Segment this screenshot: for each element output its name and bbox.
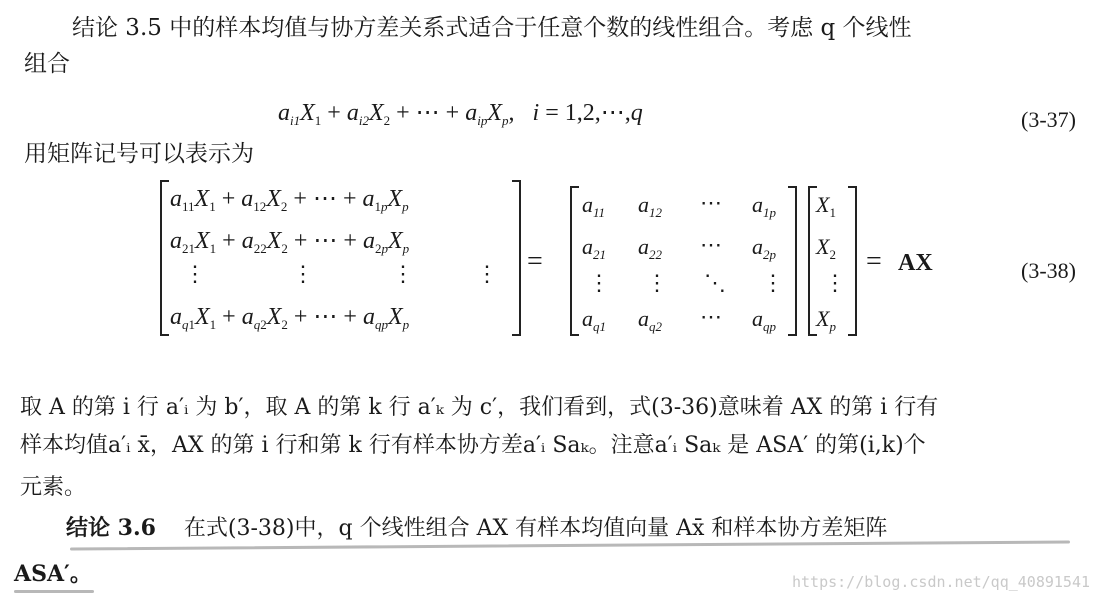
matrix-cell: $a_{q2}$ (638, 306, 662, 334)
paragraph-line (24, 50, 70, 78)
matrix-cell: $a_{q1}$ (582, 306, 606, 334)
paragraph-line (20, 474, 86, 502)
matrix-row: $a_{11}X_1 + a_{12}X_2$ + ⋯ + $a_{1p}X_p$ (170, 186, 409, 214)
vector-cell: $X_p$ (816, 306, 836, 334)
vector-cell: $X_2$ (816, 234, 836, 262)
paragraph-text: 元素。 (20, 475, 87, 500)
matrix-row: $a_{q1}X_1 + a_{q2}X_2$ + ⋯ + $a_{qp}X_p$ (170, 304, 410, 332)
right-bracket (512, 180, 521, 336)
matrix-cell: ⋯ (700, 190, 722, 215)
matrix-cell: $a_{12}$ (638, 192, 662, 220)
paragraph-line (20, 394, 938, 422)
matrix-cell: ⋮ (762, 270, 784, 295)
vdots: ⋮ (292, 262, 314, 287)
highlight-underline (14, 590, 94, 593)
left-bracket (570, 186, 579, 336)
right-bracket (848, 186, 857, 336)
conclusion-label: 结论 3.6 (66, 515, 156, 541)
matrix-cell: $a_{21}$ (582, 234, 606, 262)
matrix-cell: $a_{2p}$ (752, 234, 776, 262)
right-bracket (788, 186, 797, 336)
matrix-row: $a_{21}X_1 + a_{22}X_2$ + ⋯ + $a_{2p}X_p$ (170, 228, 410, 256)
left-bracket (160, 180, 169, 336)
rhs-ax: AX (898, 250, 933, 276)
conclusion-ref-text: 结论 3.5 中的样本均值与协方差关系式适合于任意个数的线性组合。考虑 q 个线性 (72, 15, 912, 41)
paragraph-text: 用矩阵记号可以表示为 (24, 141, 254, 167)
vdots: ⋮ (476, 262, 498, 287)
matrix-cell: $a_{11}$ (582, 192, 606, 220)
matrix-cell: $a_{1p}$ (752, 192, 776, 220)
equals-sign: = (866, 246, 882, 277)
equation-number: (3-37) (1021, 107, 1076, 132)
conclusion-line (14, 560, 92, 588)
paragraph-line (20, 432, 926, 460)
conclusion-line (66, 514, 887, 543)
vdots: ⋮ (392, 262, 414, 287)
matrix-cell: ⋮ (646, 270, 668, 295)
matrix-cell: ⋮ (588, 270, 610, 295)
paragraph-line (24, 140, 254, 168)
matrix-cell: ⋱ (704, 270, 726, 295)
vector-cell: $X_1$ (816, 192, 836, 220)
conclusion-text: 在式(3-38)中，q 个线性组合 AX 有样本均值向量 Ax̄ 和样本协方差矩阵 (183, 516, 888, 541)
paragraph-line (72, 14, 912, 42)
vdots: ⋮ (184, 262, 206, 287)
equation-number: (3-38) (1021, 258, 1076, 283)
matrix-cell: ⋯ (700, 232, 722, 257)
paragraph-text: 取 A 的第 i 行 a′ᵢ 为 b′，取 A 的第 k 行 a′ₖ 为 c′，我们看到，式(3-36)意味着 AX 的第 i 行有 (20, 395, 939, 420)
matrix-cell: $a_{22}$ (638, 234, 662, 262)
matrix-cell: ⋯ (700, 304, 722, 329)
watermark: https://blog.csdn.net/qq_40891541 (791, 573, 1090, 591)
matrix-cell: $a_{qp}$ (752, 306, 776, 334)
paragraph-text: 组合 (24, 51, 70, 77)
equals-sign: = (527, 246, 543, 277)
conclusion-text: ASA′。 (14, 561, 92, 587)
equation-3-37: $a_{i1}X_1 + a_{i2}X_2$ + ⋯ + $a_{ip}X_p$, i = 1,2,⋯,q (278, 100, 643, 128)
vector-cell: ⋮ (824, 270, 846, 295)
paragraph-text: 样本均值a′ᵢ x̄，AX 的第 i 行和第 k 行有样本协方差a′ᵢ Saₖ。注意a′ᵢ Saₖ 是 ASA′ 的第(i,k)个 (20, 433, 926, 458)
